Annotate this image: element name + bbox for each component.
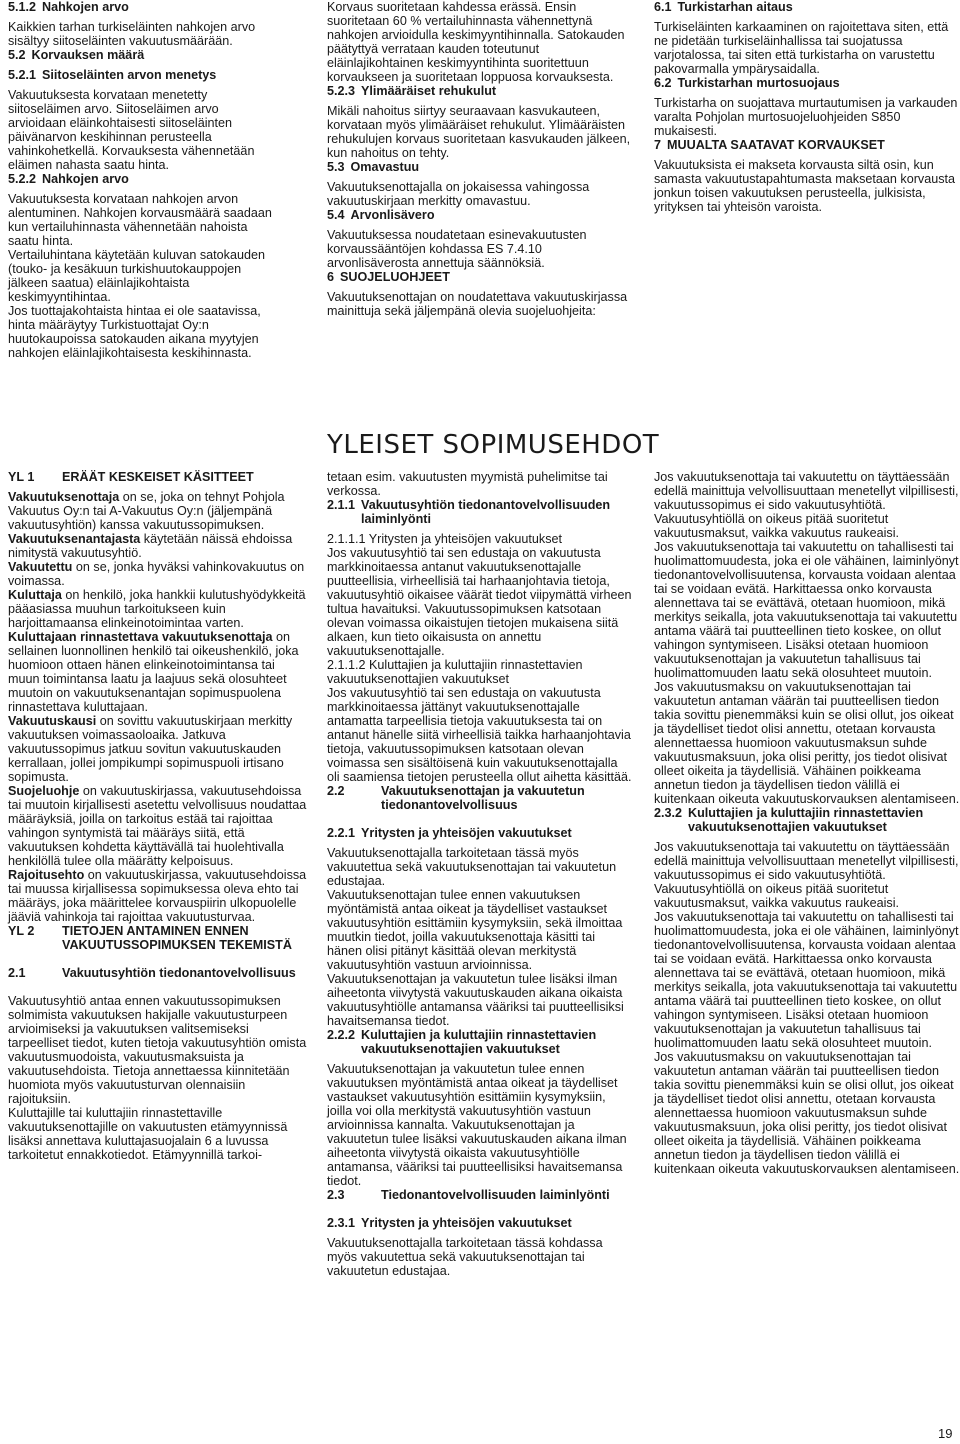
definition-paragraph: [8, 588, 308, 630]
definition-paragraph: [8, 784, 308, 868]
body-text: Jos vakuutusmaksu on vakuutuksenottajan tai vakuutetun antaman väärän tai puutteellisen tiedon takia sovittu pienemmäksi kuin se olisi ollut, jos oikeat ja täydelliset tiedot olisi annettu, otetaan korvausta alennettaessa huomioon vakuutusmaksun suhde vakuutusmaksuun, joka olisi peritty, jos tiedot olisivat olleet oikeita ja täydellisiä. Vähäinen poikkeama annetun tiedon ja täydellisen tiedon välillä ei kuitenkaan oikeuta vakuutuskorvauksen alentamiseen.: [654, 1050, 960, 1176]
section-heading: [8, 172, 280, 186]
section-number: 5.2.1: [8, 68, 37, 82]
body-paragraph: [654, 540, 960, 680]
section-title: TIETOJEN ANTAMINEN ENNEN VAKUUTUSSOPIMUKSEN TEKEMISTÄ: [62, 924, 292, 952]
section-heading: [8, 924, 308, 952]
section-number: 5.3: [327, 160, 345, 174]
body-paragraph: [327, 470, 633, 498]
section-number: YL 1: [8, 470, 35, 484]
definition-text: on henkilö, joka hankkii kulutushyödykkeitä pääasiassa muuhun tarkoitukseen kuin harjoittamaansa elinkeinotoimintaa varten.: [8, 588, 306, 630]
bottom-column-1: [8, 470, 308, 1162]
definition-text: on sellainen luonnollinen henkilö tai oikeushenkilö, joka huomioon ottaen hänen elinkeinotoimintansa tai muun toimintansa laatu ja laajuus sekä olosuhteet muutoin on vakuutuksenantajan sopimuspuolena rinnastettava kuluttajaan.: [8, 630, 299, 714]
body-text: Vakuutuksenottajalla tarkoitetaan tässä myös vakuutettua sekä vakuutuksenottajan tai vakuutetun edustajaa.: [327, 846, 617, 888]
subsection-lead: 2.1.1.1 Yritysten ja yhteisöjen vakuutukset: [327, 532, 562, 546]
document-title: YLEISET SOPIMUSEHDOT: [327, 430, 660, 460]
body-text: Jos tuottajakohtaista hintaa ei ole saatavissa, hinta määräytyy Turkistuottajat Oy:n huutokaupoissa satokauden aikana myytyjen nahkojen eläinlajikohtaisesta keskihinnasta.: [8, 304, 261, 360]
section-number: 5.2.2: [8, 172, 37, 186]
definition-text: on sovittu vakuutuskirjaan merkitty vakuutuksen voimassaoloaika. Jatkuva vakuutussopimus jatkuu sovitun vakuutuskauden kerrallaan, jollei jompikumpi sopimuspuoli irtisano sopimusta.: [8, 714, 293, 784]
body-text: Turkistarha on suojattava murtautumisen ja varkauden varalta Pohjolan murtosuojeluohjeiden S850 mukaisesti.: [654, 96, 958, 138]
section-heading: [327, 208, 633, 222]
section-heading: [8, 966, 308, 980]
body-paragraph: [327, 846, 633, 888]
body-paragraph: [654, 20, 960, 76]
body-text: Vertailuhintana käytetään kuluvan satokauden (touko- ja kesäkuun turkishuutokauppojen jälkeen saatua) eläinlajikohtaista keskimyyntihintaa.: [8, 248, 265, 304]
section-number: 6: [327, 270, 335, 284]
body-paragraph: [8, 1106, 308, 1162]
body-paragraph: [327, 104, 633, 160]
definition-text: on vakuutuskirjassa, vakuutusehdoissa tai muussa kirjallisessa sopimuksessa oleva ehto tai määräys, joka määrittelee korvauspiirin ulkopuolelle jääviä vahinkoja tai rajoittaa vakuutusturvaa.: [8, 868, 307, 924]
section-title: Yritysten ja yhteisöjen vakuutukset: [361, 826, 572, 840]
section-number: 5.2.3: [327, 84, 356, 98]
section-title: Kuluttajien ja kuluttajiin rinnastettavien vakuutuksenottajien vakuutukset: [361, 1028, 597, 1056]
body-paragraph: [8, 88, 280, 172]
section-title: Kuluttajien ja kuluttajiin rinnastettavien vakuutuksenottajien vakuutukset: [688, 806, 924, 834]
section-heading: [327, 270, 633, 284]
body-text: Vakuutuksesta korvataan nahkojen arvon alentuminen. Nahkojen korvausmäärä saadaan kun vertailuhinnasta vähennetään nahoista saatu hinta.: [8, 192, 272, 248]
section-heading: [8, 0, 280, 14]
body-paragraph: [654, 840, 960, 910]
subsection-paragraph: [327, 658, 633, 784]
section-heading: [327, 826, 633, 840]
body-paragraph: [8, 20, 280, 48]
section-title: Nahkojen arvo: [42, 0, 129, 14]
section-number: 2.2: [327, 784, 345, 798]
body-paragraph: [654, 158, 960, 214]
body-paragraph: [327, 0, 633, 84]
definition-paragraph: [8, 490, 308, 532]
definition-paragraph: [8, 714, 308, 784]
section-heading: [654, 806, 960, 834]
body-text: Mikäli nahoitus siirtyy seuraavaan kasvukauteen, korvataan myös ylimääräiset rehukulut. Ylimääräisten rehukulujen korvaus suoritetaan kasvukauden jälkeen, kun nahoitus on tehty.: [327, 104, 631, 160]
body-text: Vakuutuksenottajan tulee ennen vakuutuksen myöntämistä antaa oikeat ja täydelliset vastaukset vakuutusyhtiön esittämiin kysymyksiin, sekä ilmoittaa muutkin tiedot, joilla vakuutuksenottaja käsitti tai hänen olisi pitänyt käsittää olevan merkitystä vakuutusyhtiön vastuun arvioinnissa. Vakuutuksenottajan ja vakuutetun tulee lisäksi ilman aiheetonta viivytystä vakuutuskauden aikana oikaista vakuutusyhtiölle antamansa vääriksi tai puutteellisiksi havaitsemansa tiedot.: [327, 888, 624, 1028]
section-number: 5.1.2: [8, 0, 37, 14]
section-heading: [654, 0, 960, 14]
section-number: YL 2: [8, 924, 35, 938]
section-number: 6.2: [654, 76, 672, 90]
top-column-1: [8, 0, 280, 360]
body-paragraph: [654, 96, 960, 138]
body-paragraph: [8, 994, 308, 1106]
body-text: Jos vakuutusmaksu on vakuutuksenottajan tai vakuutetun antaman väärän tai puutteellisen tiedon takia sovittu pienemmäksi kuin se olisi ollut, jos oikeat ja täydelliset tiedot olisi annettu, otetaan korvausta alennettaessa huomioon vakuutusmaksun suhde vakuutusmaksuun, joka olisi peritty, jos tiedot olisivat olleet oikeita ja täydellisiä. Vähäinen poikkeama annetun tiedon ja täydellisen tiedon välillä ei kuitenkaan oikeuta vakuutuskorvauksen alentamiseen.: [654, 680, 960, 806]
body-text: Vakuutuksenottajalla tarkoitetaan tässä kohdassa myös vakuutettua sekä vakuutuksenottajan tai vakuutetun edustajaa.: [327, 1236, 603, 1278]
definition-term: Vakuutettu: [8, 560, 73, 574]
bottom-column-2: [327, 470, 633, 1278]
top-column-2: [327, 0, 633, 318]
body-paragraph: [654, 680, 960, 806]
body-text: Jos vakuutuksenottaja tai vakuutettu on täyttäessään edellä mainittuja velvollisuuttaan menetellyt vilpillisesti, vakuutussopimus ei sido vakuutusyhtiötä. Vakuutusyhtiöllä on oikeus pitää suoritetut vakuutusmaksut, vaikka vakuutus raukeaisi.: [654, 840, 959, 910]
definition-paragraph: [8, 532, 308, 560]
section-heading: [327, 784, 633, 812]
body-paragraph: [8, 192, 280, 248]
body-paragraph: [327, 180, 633, 208]
section-title: Ylimääräiset rehukulut: [361, 84, 497, 98]
section-number: 2.3: [327, 1188, 345, 1202]
body-text: Jos vakuutuksenottaja tai vakuutettu on tahallisesti tai huolimattomuudesta, joka ei ole vähäinen, laiminlyönyt tiedonantovelvollisuutensa, korvausta voidaan alentaa tai se voidaan evätä. Harkittaessa onko korvausta alennettava tai se evättävä, otetaan huomioon, mikä merkitys seikalla, jota vakuutuksenottaja tai vakuutettu antama väärä tai puutteellinen tieto koskee, on ollut vahingon syntymiseen. Lisäksi otetaan huomioon vakuutuksenottajan ja vakuutetun tahallisuus tai huolimattomuuden laatu sekä olosuhteet muutoin.: [654, 910, 959, 1050]
definition-term: Vakuutuskausi: [8, 714, 97, 728]
body-paragraph: [8, 248, 280, 304]
body-text: Jos vakuutuksenottaja tai vakuutettu on täyttäessään edellä mainittuja velvollisuuttaan menetellyt vilpillisesti, vakuutussopimus ei sido vakuutusyhtiötä. Vakuutusyhtiöllä on oikeus pitää suoritetut vakuutusmaksut, vaikka vakuutus raukeaisi.: [654, 470, 959, 540]
section-title: Nahkojen arvo: [42, 172, 129, 186]
section-title: ERÄÄT KESKEISET KÄSITTEET: [62, 470, 254, 484]
body-paragraph: [8, 304, 280, 360]
body-text: tetaan esim. vakuutusten myymistä puhelimitse tai verkossa.: [327, 470, 608, 498]
section-title: MUUALTA SAATAVAT KORVAUKSET: [667, 138, 885, 152]
section-number: 5.2: [8, 48, 26, 62]
body-text: Korvaus suoritetaan kahdessa erässä. Ensin suoritetaan 60 % vertailuhinnasta vähennettynä nahkojen arvioidulla keskimyyntihinnalla. Satokauden päätyttyä verrataan kauden toteutunut eläinlajikohtainen keskimyyntihinta suoritettuun korvaukseen ja suoritetaan loppuosa korvauksesta.: [327, 0, 625, 84]
body-paragraph: [654, 1050, 960, 1176]
section-title: Turkistarhan murtosuojaus: [677, 76, 840, 90]
definition-term: Suojeluohje: [8, 784, 80, 798]
body-text: Vakuutusyhtiö antaa ennen vakuutussopimuksen solmimista vakuutuksen hakijalle vakuutusturpeen arvioimiseksi ja vakuutuksen valitsemiseksi tarpeelliset tiedot, kuten tietoja vakuutusyhtiön omista vakuutusmuodoista, vakuutusmaksuista ja vakuutusehdoista. Tietoja annettaessa kiinnitetään huomiota myös vakuutusturvan olennaisiin rajoituksiin.: [8, 994, 307, 1106]
definition-term: Rajoitusehto: [8, 868, 85, 882]
top-column-3: [654, 0, 960, 214]
section-heading: [654, 138, 960, 152]
section-title: Vakuutuksenottajan ja vakuutetun tiedonantovelvollisuus: [381, 784, 585, 812]
section-heading: [327, 1216, 633, 1230]
body-text: Turkiseläinten karkaaminen on rajoitettava siten, että ne pidetään turkiseläinhallissa tai suojatussa varjotalossa, tai siten että turkistarha on varustettu pakovarmalla ympärysaidalla.: [654, 20, 949, 76]
definition-text: käytetään näissä ehdoissa nimitystä vakuutusyhtiö.: [8, 532, 293, 560]
body-paragraph: [327, 888, 633, 1028]
definition-paragraph: [8, 560, 308, 588]
section-title: Omavastuu: [350, 160, 420, 174]
section-number: 2.2.2: [327, 1028, 356, 1042]
section-heading: [8, 68, 280, 82]
body-paragraph: [327, 228, 633, 270]
definition-term: Vakuutuksenottaja: [8, 490, 120, 504]
section-number: 5.4: [327, 208, 345, 222]
section-heading: [654, 76, 960, 90]
section-number: 2.2.1: [327, 826, 356, 840]
body-text: Jos vakuutuksenottaja tai vakuutettu on tahallisesti tai huolimattomuudesta, joka ei ole vähäinen, laiminlyönyt tiedonantovelvollisuutensa, korvausta voidaan alentaa tai se voidaan evätä. Harkittaessa onko korvausta alennettava tai se evättävä, otetaan huomioon, mikä merkitys seikalla, jota vakuutuksenottaja tai vakuutettu antama väärä tai puutteellinen tieto koskee, on ollut vahingon syntymiseen. Lisäksi otetaan huomioon vakuutuksenottajan ja vakuutetun tahallisuus tai huolimattomuuden laatu sekä olosuhteet muutoin.: [654, 540, 959, 680]
body-paragraph: [327, 1236, 633, 1278]
section-heading: [8, 48, 280, 62]
bottom-column-3: [654, 470, 960, 1176]
body-paragraph: [327, 290, 633, 318]
body-text: Kaikkien tarhan turkiseläinten nahkojen arvo sisältyy siitoseläinten vakuutusmäärään.: [8, 20, 256, 48]
section-title: Vakuutusyhtiön tiedonantovelvollisuus: [62, 966, 296, 980]
definition-term: Kuluttajaan rinnastettava vakuutuksenottaja: [8, 630, 273, 644]
section-heading: [327, 84, 633, 98]
body-paragraph: [654, 470, 960, 540]
section-title: Vakuutusyhtiön tiedonantovelvollisuuden laiminlyönti: [361, 498, 611, 526]
section-title: Turkistarhan aitaus: [677, 0, 793, 14]
section-number: 2.1: [8, 966, 26, 980]
definition-text: on se, jonka hyväksi vahinkovakuutus on voimassa.: [8, 560, 305, 588]
definition-text: on vakuutuskirjassa, vakuutusehdoissa tai muutoin kirjallisesti asetettu velvollisuus noudattaa määräyksiä, joilla on tarkoitus estää tai rajoittaa vahingon syntymistä tai määräys siitä, että vakuutuksen kohdetta käyttävällä tai huolehtivalla henkilöllä tulee olla määrätty kelpoisuus.: [8, 784, 307, 868]
section-title: Yritysten ja yhteisöjen vakuutukset: [361, 1216, 572, 1230]
body-text: Vakuutuksenottajan ja vakuutetun tulee ennen vakuutuksen myöntämistä antaa oikeat ja täydelliset vastaukset vakuutusyhtiön esittämiin kysymyksiin, joilla voi olla merkitystä vakuutusyhtiön vastuun arvioinnissa kannalta. Vakuutuksenottajan ja vakuutetun tulee lisäksi vakuutuskauden aikana ilman aiheetonta viivytystä oikaista vakuutusyhtiölle antamansa, vääriksi tai puutteellisiksi havaitsemansa tiedot.: [327, 1062, 627, 1188]
section-title: SUOJELUOHJEET: [340, 270, 450, 284]
definition-term: Vakuutuksenantajasta: [8, 532, 141, 546]
definition-paragraph: [8, 868, 308, 924]
body-text: Vakuutuksessa noudatetaan esinevakuutusten korvaussääntöjen kohdassa ES 7.4.10 arvonlisäverosta annettuja säännöksiä.: [327, 228, 587, 270]
section-title: Korvauksen määrä: [31, 48, 145, 62]
section-number: 2.1.1: [327, 498, 356, 512]
section-heading: [327, 1188, 633, 1202]
section-number: 6.1: [654, 0, 672, 14]
body-paragraph: [327, 1062, 633, 1188]
subsection-lead: 2.1.1.2 Kuluttajien ja kuluttajiin rinnastettavien vakuutuksenottajien vakuutukset: [327, 658, 583, 686]
subsection-text: Jos vakuutusyhtiö tai sen edustaja on vakuutusta markkinoitaessa antanut vakuutuksenottajalle puutteellisia, virheellisiä tai harhaanjohtavia tietoja, vakuutusyhtiö oikaisee väärät tiedot viipymättä virheen tultua havaituksi. Vakuutussopimuksen katsotaan olevan voimassa oikaistujen tietojen mukaisena siitä alkaen, kun tieto oikaisusta on annettu vakuutuksenottajalle.: [327, 546, 632, 658]
subsection-paragraph: [327, 532, 633, 658]
subsection-text: Jos vakuutusyhtiö tai sen edustaja on vakuutusta markkinoitaessa jättänyt vakuutuksenottajalle antamatta tarpeellisia tietoja vakuutuksesta tai on antanut hänelle siitä virheellisiä taikka harhaanjohtavia tietoja, vakuutussopimuksen katsotaan olevan voimassa sen sisältöisenä kuin vakuutuksenottajalla oli saamiensa tietojen perusteella ollut aihetta käsittää.: [327, 686, 632, 784]
definition-term: Kuluttaja: [8, 588, 62, 602]
body-text: Kuluttajille tai kuluttajiin rinnastettaville vakuutuksenottajille on vakuutusten etämyynnissä lisäksi annettava kuluttajasuojalain 6 a luvussa tarkoitetut ennakkotiedot. Etämyynnillä tarkoi-: [8, 1106, 288, 1162]
section-title: Arvonlisävero: [350, 208, 435, 222]
body-text: Vakuutuksista ei makseta korvausta siltä osin, kun samasta vakuutustapahtumasta maksetaan korvausta jonkun toisen vakuutuksen perusteella, julkisista, yrityksen tai yhteisön varoista.: [654, 158, 956, 214]
body-paragraph: [654, 910, 960, 1050]
section-number: 2.3.1: [327, 1216, 356, 1230]
section-title: Siitoseläinten arvon menetys: [42, 68, 217, 82]
definition-text: on se, joka on tehnyt Pohjola Vakuutus Oy:n tai A-Vakuutus Oy:n (jäljempänä vakuutusyhtiön) kanssa vakuutussopimuksen.: [8, 490, 285, 532]
section-title: Tiedonantovelvollisuuden laiminlyönti: [381, 1188, 610, 1202]
section-number: 2.3.2: [654, 806, 683, 820]
section-heading: [327, 1028, 633, 1056]
definition-paragraph: [8, 630, 308, 714]
page-number: 19: [938, 1426, 953, 1441]
section-heading: [8, 470, 308, 484]
body-text: Vakuutuksenottajan on noudatettava vakuutuskirjassa mainittuja sekä jäljempänä olevia suojeluohjeita:: [327, 290, 628, 318]
body-text: Vakuutuksesta korvataan menetetty siitoseläimen arvo. Siitoseläimen arvo arvioidaan eläinkohtaisesti siitoseläinten päivänarvon keskihinnan perusteella vahinkohetkellä. Korvauksesta vähennetään eläimen nahasta saatu hinta.: [8, 88, 255, 172]
section-number: 7: [654, 138, 662, 152]
section-heading: [327, 160, 633, 174]
section-heading: [327, 498, 633, 526]
body-text: Vakuutuksenottajalla on jokaisessa vahingossa vakuutuskirjaan merkitty omavastuu.: [327, 180, 590, 208]
